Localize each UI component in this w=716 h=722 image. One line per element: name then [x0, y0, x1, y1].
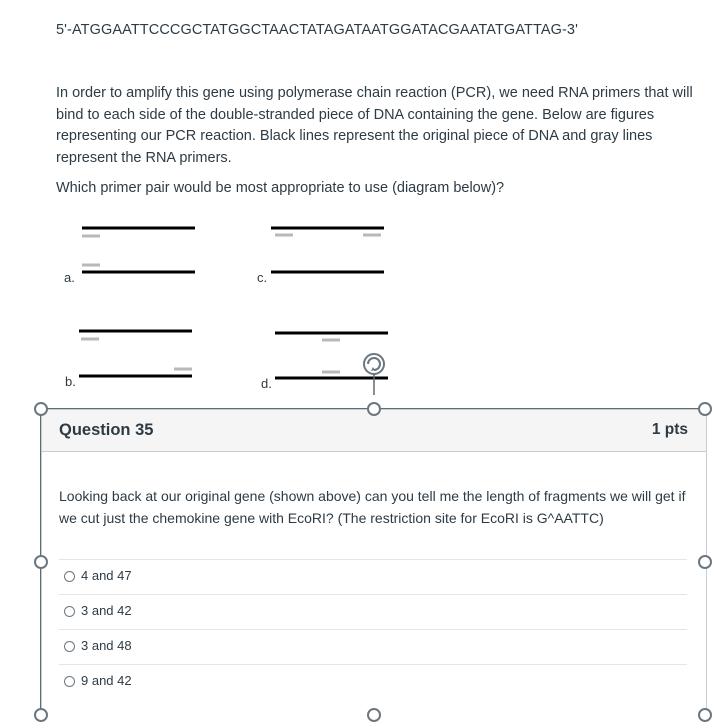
diagram-label-c: c.: [257, 270, 268, 285]
answer-label: 3 and 48: [81, 638, 132, 653]
diagram-option-a: [64, 228, 195, 285]
resize-handle-middle-left[interactable]: [34, 555, 48, 569]
resize-handle-top-left[interactable]: [34, 402, 48, 416]
resize-handle-middle-right[interactable]: [698, 555, 712, 569]
question-title: Question 35: [59, 421, 154, 439]
answer-list: [59, 559, 687, 699]
resize-handle-bottom-left[interactable]: [34, 708, 48, 722]
answer-option[interactable]: [59, 664, 687, 699]
answer-option[interactable]: [59, 559, 687, 594]
diagram-option-b: [65, 331, 192, 389]
resize-handle-top-right[interactable]: [698, 402, 712, 416]
resize-handle-bottom-center[interactable]: [367, 708, 381, 722]
resize-handle-bottom-right[interactable]: [698, 708, 712, 722]
rotate-handle-icon[interactable]: [364, 354, 384, 395]
primer-diagram: [0, 210, 716, 395]
prompt-paragraph: Which primer pair would be most appropriate to use (diagram below)?: [56, 180, 505, 196]
radio-button[interactable]: [64, 571, 75, 582]
answer-label: 3 and 42: [81, 603, 132, 618]
diagram-label-b: b.: [65, 374, 76, 389]
diagram-label-a: a.: [64, 270, 75, 285]
answer-option[interactable]: [59, 594, 687, 629]
answer-label: 4 and 47: [81, 568, 132, 583]
question-text: Looking back at our original gene (shown above) can you tell me the length of fragments we will get if we cut just the chemokine gene with EcoRI? (The restriction site for EcoRI is G^AATTC): [59, 488, 686, 526]
question-card: [41, 409, 707, 716]
resize-handle-top-center[interactable]: [367, 402, 381, 416]
radio-button[interactable]: [64, 606, 75, 617]
dna-sequence: 5'-ATGGAATTCCCGCTATGGCTAACTATAGATAATGGATACGAATATGATTAG-3': [56, 22, 578, 38]
question-points: 1 pts: [651, 421, 688, 438]
diagram-label-d: d.: [261, 376, 272, 391]
question-header: [42, 410, 706, 452]
answer-option[interactable]: [59, 629, 687, 664]
answer-label: 9 and 42: [81, 673, 132, 688]
intro-paragraph: In order to amplify this gene using polymerase chain reaction (PCR), we need RNA primers that will bind to each side of the double-stranded piece of DNA containing the gene. Below are figures representing our PCR reaction. Black lines represent the original piece of DNA and gray lines represent the RNA primers.: [56, 85, 693, 166]
radio-button[interactable]: [64, 641, 75, 652]
radio-button[interactable]: [64, 676, 75, 687]
diagram-option-c: [257, 228, 384, 285]
